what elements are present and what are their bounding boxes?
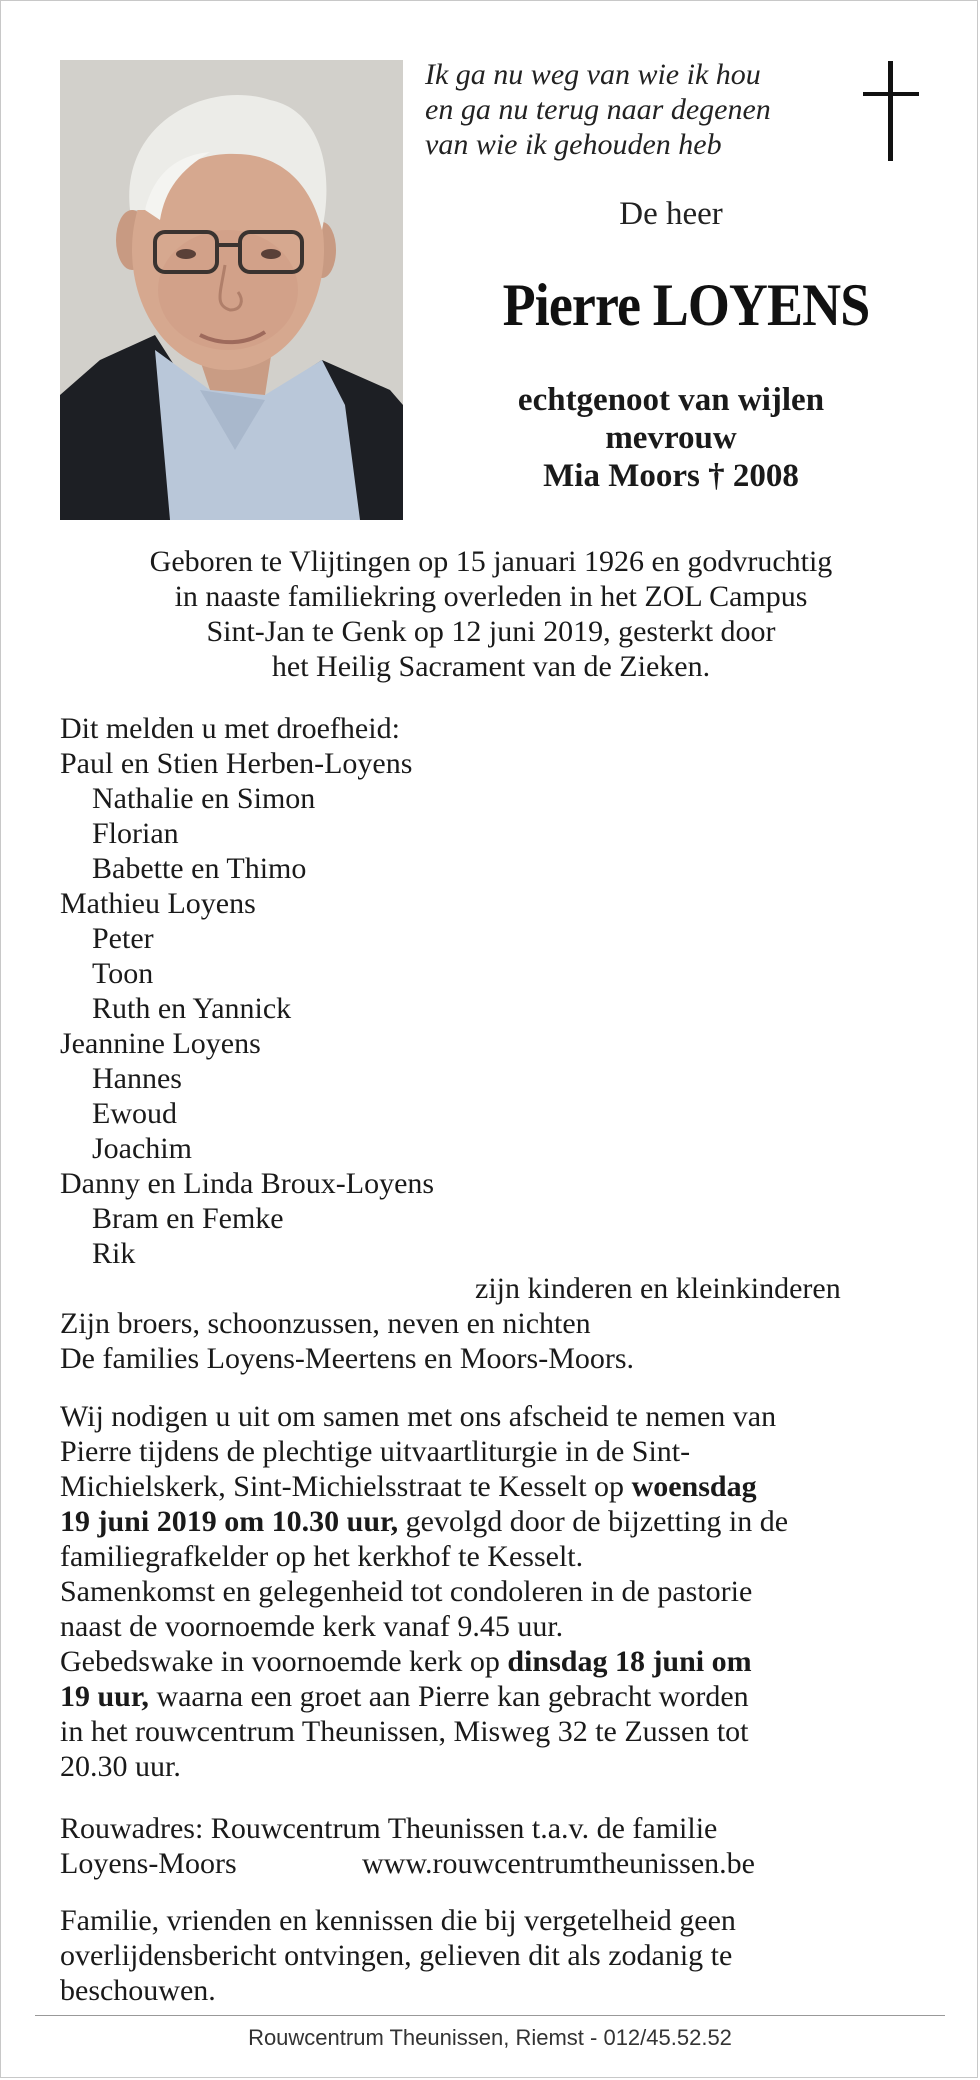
- service-line: in het rouwcentrum Theunissen, Misweg 32 te Zussen tot: [60, 1715, 749, 1748]
- spouse-block: [441, 381, 901, 495]
- grandchild-name: Babette en Thimo: [92, 852, 307, 885]
- poem: [425, 57, 771, 162]
- wake-time: 19 uur,: [60, 1680, 149, 1713]
- service-line: naast de voornoemde kerk vanaf 9.45 uur.: [60, 1610, 564, 1643]
- service-line: Samenkomst en gelegenheid tot condoleren in de pastorie: [60, 1575, 753, 1608]
- poem-line: en ga nu terug naar degenen: [425, 93, 771, 126]
- funeral-date-time: 19 juni 2019 om 10.30 uur,: [60, 1505, 399, 1538]
- birth-death-text: [60, 544, 922, 684]
- spouse-line: Mia Moors † 2008: [543, 458, 799, 494]
- grandchild-name: Peter: [92, 922, 154, 955]
- notice-line: beschouwen.: [60, 1974, 216, 2007]
- relatives-line: De families Loyens-Meertens en Moors-Moors.: [60, 1342, 635, 1375]
- grandchild-name: Rik: [92, 1237, 136, 1270]
- child-name: Paul en Stien Herben-Loyens: [60, 747, 413, 780]
- family-list: [60, 711, 922, 1376]
- footer-funeral-home: Rouwcentrum Theunissen, Riemst - 012/45.52.52: [248, 2025, 732, 2050]
- wake-date: dinsdag 18 juni om: [507, 1645, 752, 1678]
- service-line: Pierre tijdens de plechtige uitvaartliturgie in de Sint-: [60, 1435, 691, 1468]
- relatives-line: Zijn broers, schoonzussen, neven en nichten: [60, 1307, 591, 1340]
- title-prefix: De heer: [619, 196, 723, 232]
- intro-line: Geboren te Vlijtingen op 15 januari 1926 en godvruchtig: [149, 545, 833, 578]
- grandchild-name: Hannes: [92, 1062, 182, 1095]
- child-name: Danny en Linda Broux-Loyens: [60, 1167, 435, 1200]
- family-heading: Dit melden u met droefheid:: [60, 712, 400, 745]
- grandchild-name: Bram en Femke: [92, 1202, 284, 1235]
- website-link[interactable]: www.rouwcentrumtheunissen.be: [362, 1847, 755, 1880]
- child-name: Mathieu Loyens: [60, 887, 256, 920]
- grandchild-name: Joachim: [92, 1132, 192, 1165]
- cross-icon: [863, 61, 919, 161]
- service-line: [60, 1679, 922, 1714]
- service-line: [60, 1644, 922, 1679]
- service-text: Gebedswake in voornoemde kerk op: [60, 1645, 508, 1678]
- notice-line: overlijdensbericht ontvingen, gelieven dit als zodanig te: [60, 1939, 733, 1972]
- grandchild-name: Ewoud: [92, 1097, 177, 1130]
- service-line: [60, 1504, 922, 1539]
- grandchild-name: Florian: [92, 817, 179, 850]
- spouse-line: mevrouw: [605, 420, 737, 456]
- deceased-name: Pierre LOYENS: [502, 272, 870, 338]
- service-text: waarna een groet aan Pierre kan gebracht worden: [148, 1680, 749, 1713]
- service-text: gevolgd door de bijzetting in de: [398, 1505, 789, 1538]
- service-details: [60, 1399, 922, 1784]
- service-text: Michielskerk, Sint-Michielsstraat te Kesselt op: [60, 1470, 632, 1503]
- address-family: Loyens-Moors: [60, 1847, 237, 1880]
- notice-line: Familie, vrienden en kennissen die bij vergetelheid geen: [60, 1904, 736, 1937]
- mourning-address: [60, 1811, 922, 1881]
- intro-line: in naaste familiekring overleden in het ZOL Campus: [174, 580, 808, 613]
- grandchild-name: Toon: [92, 957, 154, 990]
- spouse-line: echtgenoot van wijlen: [517, 382, 825, 418]
- footer-divider: [35, 2015, 945, 2016]
- service-line: 20.30 uur.: [60, 1750, 181, 1783]
- grandchild-name: Nathalie en Simon: [92, 782, 316, 815]
- funeral-day: woensdag: [631, 1470, 757, 1503]
- service-line: familiegrafkelder op het kerkhof te Kesselt.: [60, 1540, 584, 1573]
- portrait-photo: [60, 60, 403, 520]
- notice: [60, 1903, 922, 2008]
- intro-line: Sint-Jan te Genk op 12 juni 2019, gesterkt door: [206, 615, 776, 648]
- service-line: [60, 1469, 922, 1504]
- grandchild-name: Ruth en Yannick: [92, 992, 292, 1025]
- portrait-illustration: [60, 60, 403, 520]
- address-line: Rouwadres: Rouwcentrum Theunissen t.a.v. de familie: [60, 1812, 718, 1845]
- child-name: Jeannine Loyens: [60, 1027, 261, 1060]
- poem-line: Ik ga nu weg van wie ik hou: [425, 58, 761, 91]
- poem-line: van wie ik gehouden heb: [425, 128, 722, 161]
- service-line: Wij nodigen u uit om samen met ons afscheid te nemen van: [60, 1400, 777, 1433]
- address-row: [60, 1846, 922, 1881]
- intro-line: het Heilig Sacrament van de Zieken.: [271, 650, 711, 683]
- family-role: zijn kinderen en kleinkinderen: [475, 1272, 841, 1305]
